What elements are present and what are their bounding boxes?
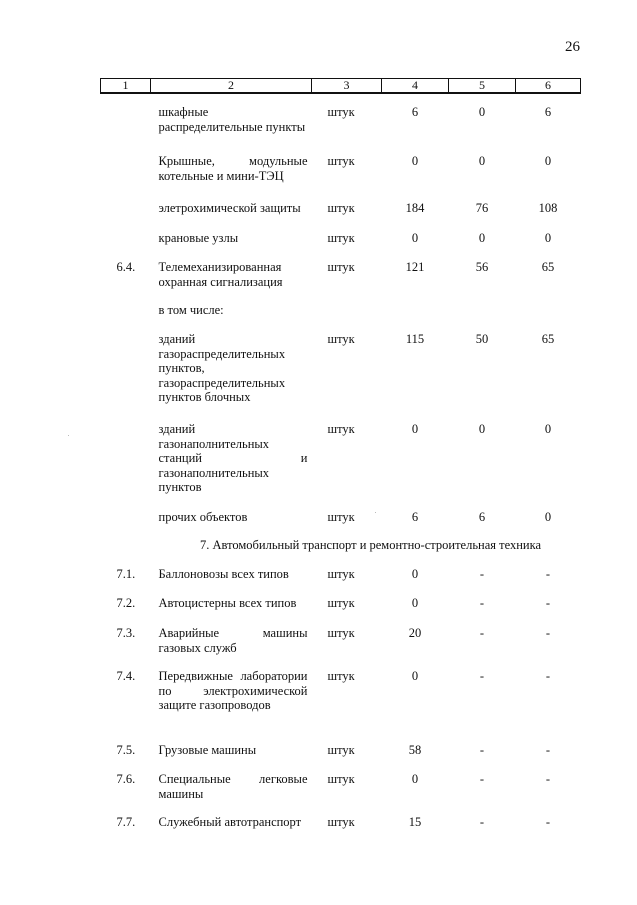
- row-value-col6: -: [545, 743, 551, 757]
- row-unit: штук: [327, 231, 355, 245]
- header-col-5: 5: [449, 79, 516, 94]
- row-value-col4: 0: [411, 567, 419, 581]
- row-value-col5: 56: [475, 260, 489, 274]
- row-value-col5: 0: [478, 154, 486, 168]
- row-unit: штук: [327, 201, 355, 215]
- page-number: 26: [565, 39, 580, 55]
- row-number: [101, 332, 151, 422]
- table-row: [101, 743, 581, 772]
- row-unit: штук: [327, 596, 355, 610]
- row-value-col5: 0: [478, 231, 486, 245]
- row-number: [101, 422, 151, 510]
- table-row: [101, 567, 581, 596]
- row-number: [101, 154, 151, 201]
- row-number: 7.4.: [116, 669, 136, 683]
- table-row: [101, 772, 581, 815]
- row-value-col5: -: [479, 567, 485, 581]
- table-row: [101, 231, 581, 260]
- row-number: [101, 231, 151, 260]
- row-unit: [312, 303, 382, 332]
- row-number: 7.6.: [116, 772, 136, 786]
- row-name: в том числе:: [158, 303, 224, 317]
- row-value-col4: 0: [411, 422, 419, 436]
- row-value-col5: 0: [478, 105, 486, 119]
- row-value-col5: 76: [475, 201, 489, 215]
- table-row: [101, 93, 581, 154]
- row-value-col4: 0: [411, 669, 419, 683]
- row-value-col6: 0: [544, 231, 552, 245]
- row-value-col5: -: [479, 772, 485, 786]
- row-name: элетрохимической защиты: [158, 201, 301, 215]
- row-value-col4: 15: [408, 815, 422, 829]
- row-value-col5: -: [479, 669, 485, 683]
- row-number: 7.7.: [116, 815, 136, 829]
- row-unit: штук: [327, 743, 355, 757]
- row-value-col6: 0: [544, 422, 552, 436]
- row-value-col4: 0: [411, 596, 419, 610]
- row-value-col6: -: [545, 596, 551, 610]
- row-unit: штук: [327, 260, 355, 274]
- row-number: [101, 510, 151, 538]
- header-col-6: 6: [516, 79, 581, 94]
- row-value-col4: 115: [405, 332, 425, 346]
- table-row: [101, 154, 581, 201]
- row-value-col5: 0: [478, 422, 486, 436]
- row-value-col4: 121: [405, 260, 425, 274]
- row-name: Крышные, модульные котельные и мини-ТЭЦ: [158, 154, 308, 183]
- row-unit: штук: [327, 332, 355, 346]
- row-unit: штук: [327, 154, 355, 168]
- row-number: [101, 303, 151, 332]
- row-value-col5: -: [479, 743, 485, 757]
- row-value-col4: 0: [411, 231, 419, 245]
- scan-speck: [68, 435, 69, 436]
- row-number: 7.5.: [116, 743, 136, 757]
- row-name: Баллоновозы всех типов: [158, 567, 289, 581]
- row-name: Специальные легковые машины: [158, 772, 308, 801]
- table-row: [101, 596, 581, 626]
- row-value-col5: 50: [475, 332, 489, 346]
- header-col-4: 4: [382, 79, 449, 94]
- table-row: [101, 510, 581, 538]
- row-unit: штук: [327, 669, 355, 683]
- row-value-col4: 6: [411, 105, 419, 119]
- table-row: [101, 422, 581, 510]
- table-row: [101, 332, 581, 422]
- table-row: [101, 815, 581, 844]
- row-value-col6: -: [545, 626, 551, 640]
- row-number: 7.3.: [116, 626, 136, 640]
- table-row: [101, 260, 581, 303]
- row-number: 7.2.: [116, 596, 136, 610]
- row-unit: штук: [327, 772, 355, 786]
- scan-speck: [375, 512, 376, 513]
- row-name: крановые узлы: [158, 231, 239, 245]
- row-value-col4: 0: [411, 772, 419, 786]
- row-value-col6: 108: [538, 201, 558, 215]
- row-value-col6: 65: [541, 332, 555, 346]
- row-value-col6: 65: [541, 260, 555, 274]
- row-value-col6: -: [545, 815, 551, 829]
- header-col-1: 1: [101, 79, 151, 94]
- table-row: [101, 303, 581, 332]
- row-unit: штук: [327, 815, 355, 829]
- row-value-col6: -: [545, 772, 551, 786]
- row-name: прочих объектов: [158, 510, 248, 524]
- row-number: 6.4.: [116, 260, 136, 274]
- row-name: Автоцистерны всех типов: [158, 596, 297, 610]
- table-row: [101, 669, 581, 743]
- row-value-col4: 0: [411, 154, 419, 168]
- row-number: 7.1.: [116, 567, 136, 581]
- row-name: зданий газораспределительных пунктов, газораспределительных пунктов блочных: [158, 332, 286, 404]
- row-value-col4: 184: [405, 201, 425, 215]
- header-col-2: 2: [151, 79, 312, 94]
- row-unit: штук: [327, 626, 355, 640]
- row-name: Служебный автотранспорт: [158, 815, 302, 829]
- row-value-col6: 0: [544, 154, 552, 168]
- row-unit: штук: [327, 567, 355, 581]
- equipment-table: [100, 78, 581, 844]
- row-value-col6: 6: [544, 105, 552, 119]
- row-name: шкафные распределительные пункты: [158, 105, 306, 134]
- row-unit: штук: [327, 105, 355, 119]
- row-name: Передвижные лаборатории по электрохимической защите газопроводов: [158, 669, 308, 712]
- row-value-col6: -: [545, 567, 551, 581]
- row-name: Аварийные машины газовых служб: [158, 626, 308, 655]
- row-value-col5: -: [479, 815, 485, 829]
- row-value-col4: 58: [408, 743, 422, 757]
- table-row: [101, 201, 581, 231]
- header-col-3: 3: [312, 79, 382, 94]
- row-value-col6: 0: [544, 510, 552, 524]
- row-name: Телемеханизированная охранная сигнализация: [158, 260, 283, 289]
- row-value-col5: -: [479, 626, 485, 640]
- row-unit: штук: [327, 510, 355, 524]
- row-number: [101, 93, 151, 154]
- row-value-col4: 6: [411, 510, 419, 524]
- row-name: Грузовые машины: [158, 743, 257, 757]
- row-value-col4: 20: [408, 626, 422, 640]
- row-value-col5: -: [479, 596, 485, 610]
- section-heading: 7. Автомобильный транспорт и ремонтно-строительная техника: [199, 538, 542, 552]
- section-heading-row: [101, 538, 581, 567]
- row-value-col5: [449, 303, 516, 332]
- row-name: зданий газонаполнительных станций и газонаполнительных пунктов: [158, 422, 308, 494]
- row-value-col6: [516, 303, 581, 332]
- row-unit: штук: [327, 422, 355, 436]
- row-value-col5: 6: [478, 510, 486, 524]
- table-header-row: [101, 79, 581, 94]
- row-value-col4: [382, 303, 449, 332]
- row-number: [101, 201, 151, 231]
- table-row: [101, 626, 581, 669]
- row-value-col6: -: [545, 669, 551, 683]
